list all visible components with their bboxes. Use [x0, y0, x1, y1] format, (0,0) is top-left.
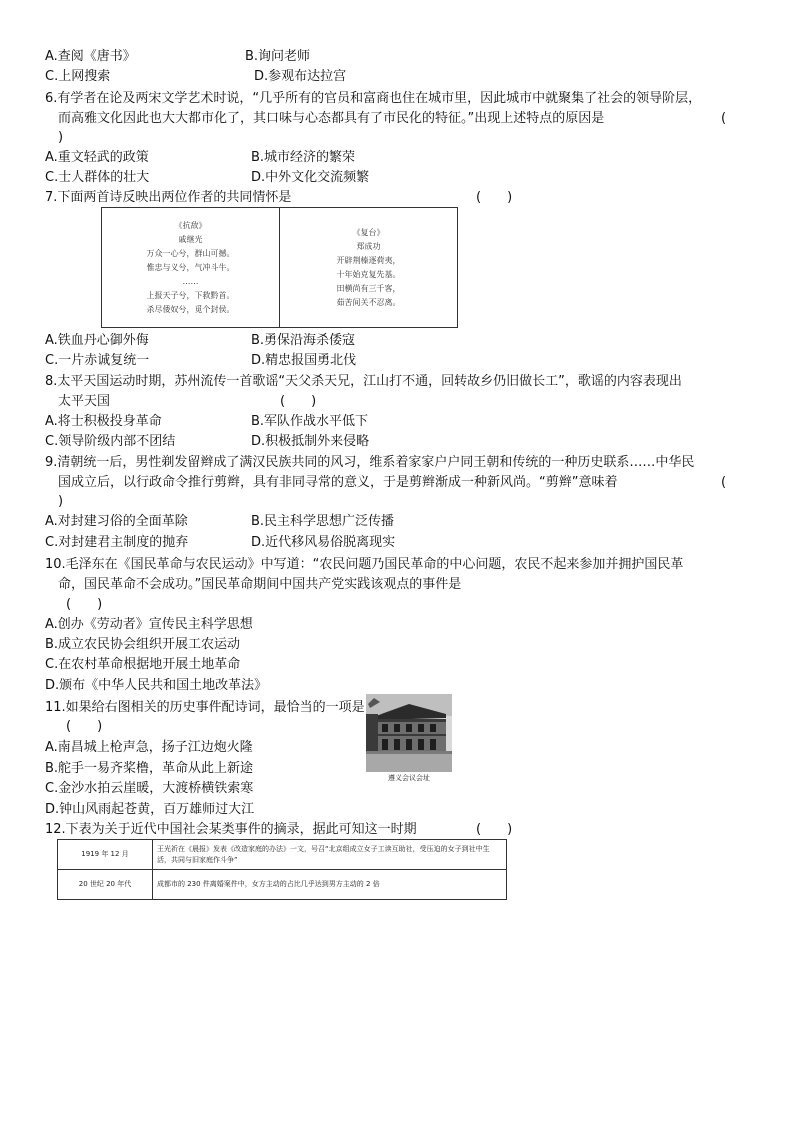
q7-answer-paren: ( ) — [476, 190, 513, 205]
q12-stem: 12.下表为关于近代中国社会某类事件的摘录，据此可知这一时期 — [45, 822, 417, 837]
q5-option-b: B.询问老师 — [245, 49, 311, 64]
q9-stem-line1: 9.清朝统一后，男性剃发留辫成了满汉民族共同的风习，维系着家家户户同王朝和传统的一种历史联系……中华民 — [45, 455, 695, 470]
q7-stem: 7.下面两首诗反映出两位作者的共同情怀是 — [45, 190, 292, 205]
q5-option-c: C.上网搜索 — [45, 69, 111, 84]
q9-stem-line2: 国成立后，以行政命令推行剪辫，具有非同寻常的意义，于是剪辫渐成一种新风尚。“剪辫”意味着 — [58, 475, 618, 490]
q10-answer-paren: ( ) — [66, 597, 103, 612]
poem-line: …… — [182, 276, 199, 286]
q12-table — [57, 839, 507, 900]
q6-answer-paren-open: ( — [721, 111, 727, 126]
q9-answer-paren-close: ) — [58, 494, 64, 509]
q9-option-b: B.民主科学思想广泛传播 — [251, 514, 395, 529]
poem-line: 十年始克复先基。 — [336, 269, 401, 279]
q11-option-a: A.南昌城上枪声急，扬子江边炮火隆 — [45, 740, 253, 755]
q9-option-c: C.对封建君主制度的抛弃 — [45, 535, 189, 550]
poem-line: 杀尽倭奴兮，觅个封侯。 — [146, 304, 235, 314]
q8-option-a: A.将士积极投身革命 — [45, 414, 162, 429]
zunyi-meeting-site-photo — [366, 694, 452, 772]
q6-stem-line1: 6.有学者在论及两宋文学艺术时说，“几乎所有的官员和富商也住在城市里，因此城市中就聚集了社会的领导阶层， — [45, 91, 702, 106]
table-cell-text: 王光祈在《晨报》发表《改造家庭的办法》一文，号召“北京组成立女子工读互助社，受压迫的女子到社中生活，共同与旧家庭作斗争” — [153, 840, 507, 870]
q6-option-a: A.重文轻武的政策 — [45, 150, 149, 165]
table-cell-date: 1919 年 12 月 — [58, 840, 153, 870]
table-cell-text: 成都市的 230 件离婚案件中，女方主动的占比几乎达到男方主动的 2 倍 — [153, 870, 507, 900]
q8-stem-line2: 太平天国 — [58, 394, 111, 409]
q7-option-b: B.勇保沿海杀倭寇 — [251, 333, 356, 348]
q6-answer-paren-close: ) — [58, 130, 64, 145]
poem-line: 茹苦间关不忍离。 — [336, 297, 401, 307]
q11-answer-paren: ( ) — [66, 719, 103, 734]
poem-line: 惟忠与义兮，气冲斗牛。 — [146, 262, 235, 272]
q7-option-c: C.一片赤诚复统一 — [45, 353, 150, 368]
q7-option-a: A.铁血丹心御外侮 — [45, 333, 149, 348]
table-row — [58, 840, 507, 870]
q10-option-b: B.成立农民协会组织开展工农运动 — [45, 637, 241, 652]
poem-line: 田横尚有三千客， — [336, 283, 401, 293]
poem-line: 上报天子兮，下救黔首。 — [146, 290, 235, 300]
q9-answer-paren-open: ( — [721, 475, 727, 490]
q8-answer-paren: ( ) — [280, 394, 317, 409]
table-row — [58, 870, 507, 900]
q10-option-a: A.创办《劳动者》宣传民主科学思想 — [45, 617, 253, 632]
poem-table — [101, 207, 458, 328]
q8-option-b: B.军队作战水平低下 — [251, 414, 369, 429]
q10-option-d: D.颁布《中华人民共和国土地改革法》 — [45, 678, 268, 693]
poem-title: 《抗敌》 — [174, 220, 207, 230]
poem-author: 戚继光 — [178, 234, 203, 244]
table-cell-date: 20 世纪 20 年代 — [58, 870, 153, 900]
q10-stem-line1: 10.毛泽东在《国民革命与农民运动》中写道：“农民问题乃国民革命的中心问题，农民不起来参加并拥护国民革 — [45, 557, 684, 572]
q12-answer-paren: ( ) — [476, 822, 513, 837]
q11-option-d: D.钟山风雨起苍黄，百万雄师过大江 — [45, 802, 255, 817]
q11-option-b: B.舵手一易齐桨橹，革命从此上新途 — [45, 761, 254, 776]
q6-stem-line2: 而高雅文化因此也大大都市化了，其口味与心态都具有了市民化的特征。”出现上述特点的原因是 — [58, 111, 605, 126]
q5-option-d: D.参观布达拉宫 — [254, 69, 347, 84]
q8-option-d: D.积极抵制外来侵略 — [251, 434, 370, 449]
q11-stem: 11.如果给右图相关的历史事件配诗词，最恰当的一项是 — [45, 700, 365, 715]
q7-option-d: D.精忠报国勇北伐 — [251, 353, 357, 368]
poem-title: 《复台》 — [352, 227, 385, 237]
poem-futai — [279, 208, 457, 327]
poem-line: 开辟荆榛逐荷夷， — [336, 255, 401, 265]
q6-option-d: D.中外文化交流频繁 — [251, 170, 370, 185]
photo-caption: 遵义会议会址 — [388, 774, 430, 782]
q9-option-a: A.对封建习俗的全面革除 — [45, 514, 188, 529]
q11-option-c: C.金沙水拍云崖暖，大渡桥横铁索寒 — [45, 781, 254, 796]
q10-option-c: C.在农村革命根据地开展土地革命 — [45, 657, 241, 672]
q9-option-d: D.近代移风易俗脱离现实 — [251, 535, 396, 550]
q10-stem-line2: 命，国民革命不会成功。”国民革命期间中国共产党实践该观点的事件是 — [58, 577, 462, 592]
q8-option-c: C.领导阶级内部不团结 — [45, 434, 176, 449]
q6-option-b: B.城市经济的繁荣 — [251, 150, 356, 165]
poem-line: 万众一心兮，群山可撼。 — [146, 248, 235, 258]
q5-option-a: A.查阅《唐书》 — [45, 49, 136, 64]
q8-stem-line1: 8.太平天国运动时期，苏州流传一首歌谣“天父杀天兄，江山打不通，回转故乡仍旧做长工”，歌谣的内容表现出 — [45, 374, 682, 389]
poem-kangdi — [102, 208, 279, 327]
poem-author: 郑成功 — [356, 241, 381, 251]
q6-option-c: C.士人群体的壮大 — [45, 170, 150, 185]
